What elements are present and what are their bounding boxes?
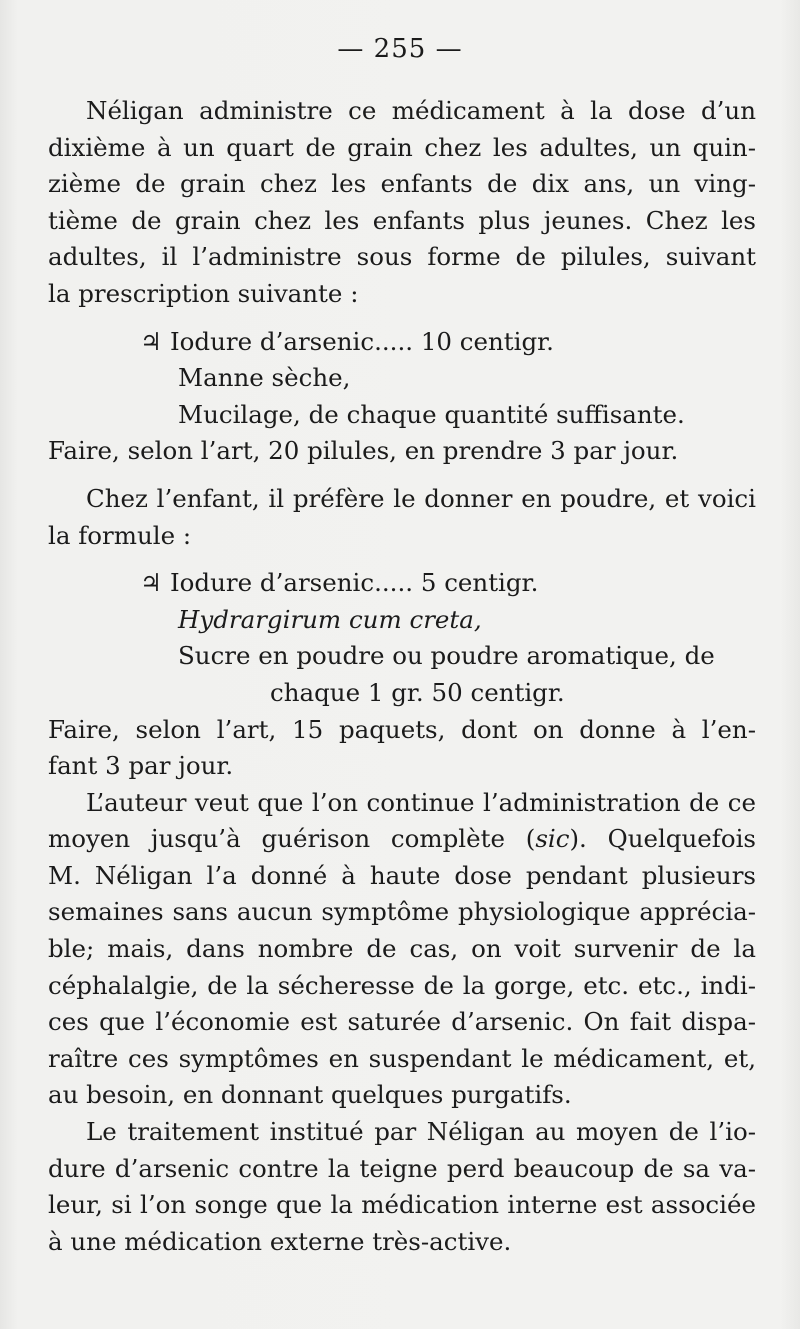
text-line: à une médication externe très-active. xyxy=(48,1226,512,1256)
paragraph-4 xyxy=(48,712,756,785)
text-line: zième de grain chez les enfants de dix ans, un ving- xyxy=(48,169,756,199)
text-line: fant 3 par jour. xyxy=(48,751,234,781)
text-line: céphalalgie, de la sécheresse de la gorge, etc. etc., indi- xyxy=(48,970,756,1000)
prescription-2 xyxy=(48,565,756,711)
prescription-line xyxy=(48,565,756,602)
text-line: Faire, selon l’art, 15 paquets, dont on donne à l’en- xyxy=(48,714,756,744)
prescription-line: Manne sèche, xyxy=(178,363,351,393)
text-line: tième de grain chez les enfants plus jeunes. Chez les xyxy=(48,205,756,235)
text-line: dixième à un quart de grain chez les adultes, un quin- xyxy=(48,132,756,162)
prescription-line: Mucilage, de chaque quantité suffisante. xyxy=(178,399,685,429)
text-line: raître ces symptômes en suspendant le médicament, et, xyxy=(48,1043,756,1073)
text-line: leur, si l’on songe que la médication interne est associée xyxy=(48,1190,756,1220)
text-line: au besoin, en donnant quelques purgatifs. xyxy=(48,1080,572,1110)
prescription-text: Iodure d’arsenic..... 10 centigr. xyxy=(170,326,554,356)
paragraph-6 xyxy=(48,1114,756,1260)
prescription-line xyxy=(48,324,756,361)
text-line: Le traitement institué par Néligan au moyen de l’io- xyxy=(86,1117,756,1147)
paragraph-2: Faire, selon l’art, 20 pilules, en prendre 3 par jour. xyxy=(48,436,679,466)
page-text xyxy=(48,93,756,1260)
prescription-text: Iodure d’arsenic..... 5 centigr. xyxy=(170,568,539,598)
text-line: la prescription suivante : xyxy=(48,278,359,308)
prescription-line: Hydrargirum cum creta, xyxy=(178,604,482,634)
paragraph-1 xyxy=(48,93,756,313)
text-line: L’auteur veut que l’on continue l’administration de ce xyxy=(86,787,756,817)
text-line: ble; mais, dans nombre de cas, on voit survenir de la xyxy=(48,934,756,964)
prescription-line: Sucre en poudre ou poudre aromatique, de xyxy=(178,641,715,671)
text-line: la formule : xyxy=(48,520,192,550)
text-line: semaines sans aucun symptôme physiologique apprécia- xyxy=(48,897,756,927)
recipe-symbol: ♃ xyxy=(140,326,162,356)
text-line: Néligan administre ce médicament à la dose d’un xyxy=(86,96,756,125)
page-number: — 255 — xyxy=(337,34,463,64)
prescription-line: chaque 1 gr. 50 centigr. xyxy=(270,677,565,707)
text-line: moyen jusqu’à guérison complète (sic). Quelquefois xyxy=(48,824,756,854)
paragraph-3 xyxy=(48,481,756,554)
text-line: adultes, il l’administre sous forme de pilules, suivant xyxy=(48,242,756,272)
text-line: ces que l’économie est saturée d’arsenic. On fait dispa- xyxy=(48,1007,756,1037)
text-line: dure d’arsenic contre la teigne perd beaucoup de sa va- xyxy=(48,1153,756,1183)
text-line: Chez l’enfant, il préfère le donner en poudre, et voici xyxy=(86,483,756,513)
paragraph-5 xyxy=(48,785,756,1114)
recipe-symbol: ♃ xyxy=(140,568,162,598)
prescription-1 xyxy=(48,324,756,434)
text-line: M. Néligan l’a donné à haute dose pendant plusieurs xyxy=(48,860,756,890)
